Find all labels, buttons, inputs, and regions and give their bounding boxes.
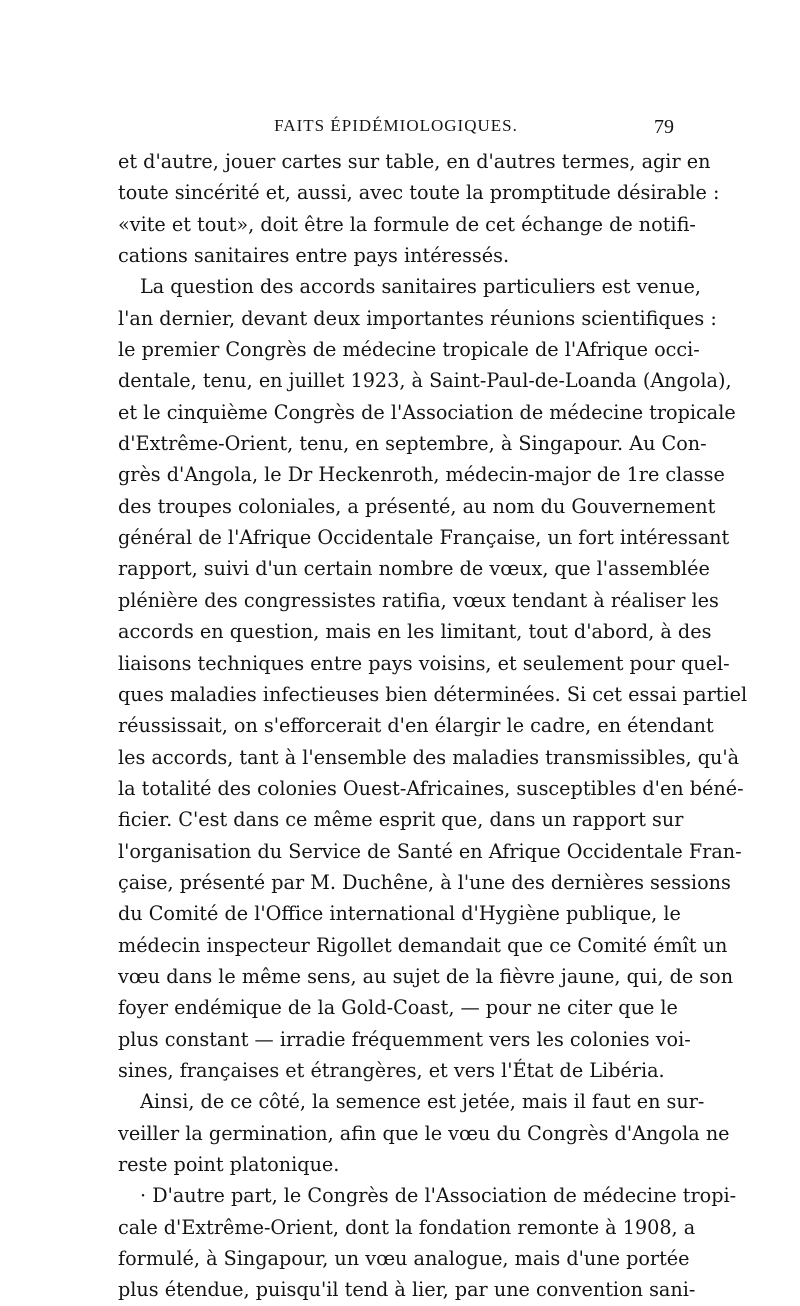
text-line: l'an dernier, devant deux importantes réunions scientifiques : <box>118 306 717 330</box>
text-line: général de l'Afrique Occidentale Française, un fort intéressant <box>118 526 730 550</box>
text-line: ques maladies infectieuses bien déterminées. Si cet essai partiel <box>118 682 748 706</box>
text-line: Ainsi, de ce côté, la semence est jetée, mais il faut en sur- <box>140 1090 705 1114</box>
text-line: vœu dans le même sens, au sujet de la fièvre jaune, qui, de son <box>118 964 734 988</box>
running-head <box>118 112 674 142</box>
text-line: réussissait, on s'efforcerait d'en élargir le cadre, en étendant <box>118 714 714 738</box>
paragraph-2 <box>118 271 748 1086</box>
text-line: formulé, à Singapour, un vœu analogue, mais d'une portée <box>118 1247 690 1271</box>
text-line: cale d'Extrême-Orient, dont la fondation remonte à 1908, a <box>118 1215 696 1239</box>
text-line: les accords, tant à l'ensemble des maladies transmissibles, qu'à <box>118 745 740 769</box>
paragraph-4 <box>118 1180 737 1305</box>
text-line: plus étendue, puisqu'il tend à lier, par une convention sani- <box>118 1278 696 1302</box>
text-line: médecin inspecteur Rigollet demandait que ce Comité émît un <box>118 933 728 957</box>
text-line: çaise, présenté par M. Duchêne, à l'une des dernières sessions <box>118 870 731 894</box>
text-line: rapport, suivi d'un certain nombre de vœux, que l'assemblée <box>118 557 710 581</box>
text-line: et d'autre, jouer cartes sur table, en d'autres termes, agir en <box>118 150 711 173</box>
body-text <box>118 146 748 1306</box>
text-line: toute sincérité et, aussi, avec toute la promptitude désirable : <box>118 181 720 205</box>
text-line: La question des accords sanitaires particuliers est venue, <box>140 275 701 299</box>
text-line: l'organisation du Service de Santé en Afrique Occidentale Fran- <box>118 839 742 863</box>
text-line: plus constant — irradie fréquemment vers les colonies voi- <box>118 1027 691 1051</box>
paragraph-1 <box>118 146 720 271</box>
text-line: sines, françaises et étrangères, et vers l'État de Libéria. <box>118 1058 665 1082</box>
text-line: la totalité des colonies Ouest-Africaines, susceptibles d'en béné- <box>118 776 744 800</box>
text-line: et le cinquième Congrès de l'Association de médecine tropicale <box>118 400 736 424</box>
paragraph-3 <box>118 1086 730 1180</box>
text-line: des troupes coloniales, a présenté, au nom du Gouvernement <box>118 494 716 518</box>
text-line: d'Extrême-Orient, tenu, en septembre, à Singapour. Au Con- <box>118 432 707 456</box>
text-line: le premier Congrès de médecine tropicale de l'Afrique occi- <box>118 338 700 362</box>
text-line: foyer endémique de la Gold-Coast, — pour ne citer que le <box>118 996 678 1020</box>
text-line: liaisons techniques entre pays voisins, et seulement pour quel- <box>118 651 730 675</box>
text-line: reste point platonique. <box>118 1153 340 1176</box>
text-line: dentale, tenu, en juillet 1923, à Saint-Paul-de-Loanda (Angola), <box>118 369 732 393</box>
text-line: «vite et tout», doit être la formule de cet échange de notifi- <box>118 212 696 236</box>
book-page <box>118 112 748 1306</box>
text-line: cations sanitaires entre pays intéressés. <box>118 244 510 268</box>
text-line: plénière des congressistes ratifia, vœux tendant à réaliser les <box>118 588 719 612</box>
text-line: ficier. C'est dans ce même esprit que, dans un rapport sur <box>118 808 684 832</box>
text-line: veiller la germination, afin que le vœu du Congrès d'Angola ne <box>118 1121 730 1145</box>
text-line: du Comité de l'Office international d'Hygiène publique, le <box>118 902 681 926</box>
text-line: · D'autre part, le Congrès de l'Association de médecine tropi- <box>140 1184 737 1208</box>
page-number: 79 <box>654 116 674 138</box>
running-title: FAITS ÉPIDÉMIOLOGIQUES. <box>274 116 518 135</box>
text-line: grès d'Angola, le Dr Heckenroth, médecin-major de 1re classe <box>118 463 725 487</box>
text-line: accords en question, mais en les limitant, tout d'abord, à des <box>118 620 712 644</box>
